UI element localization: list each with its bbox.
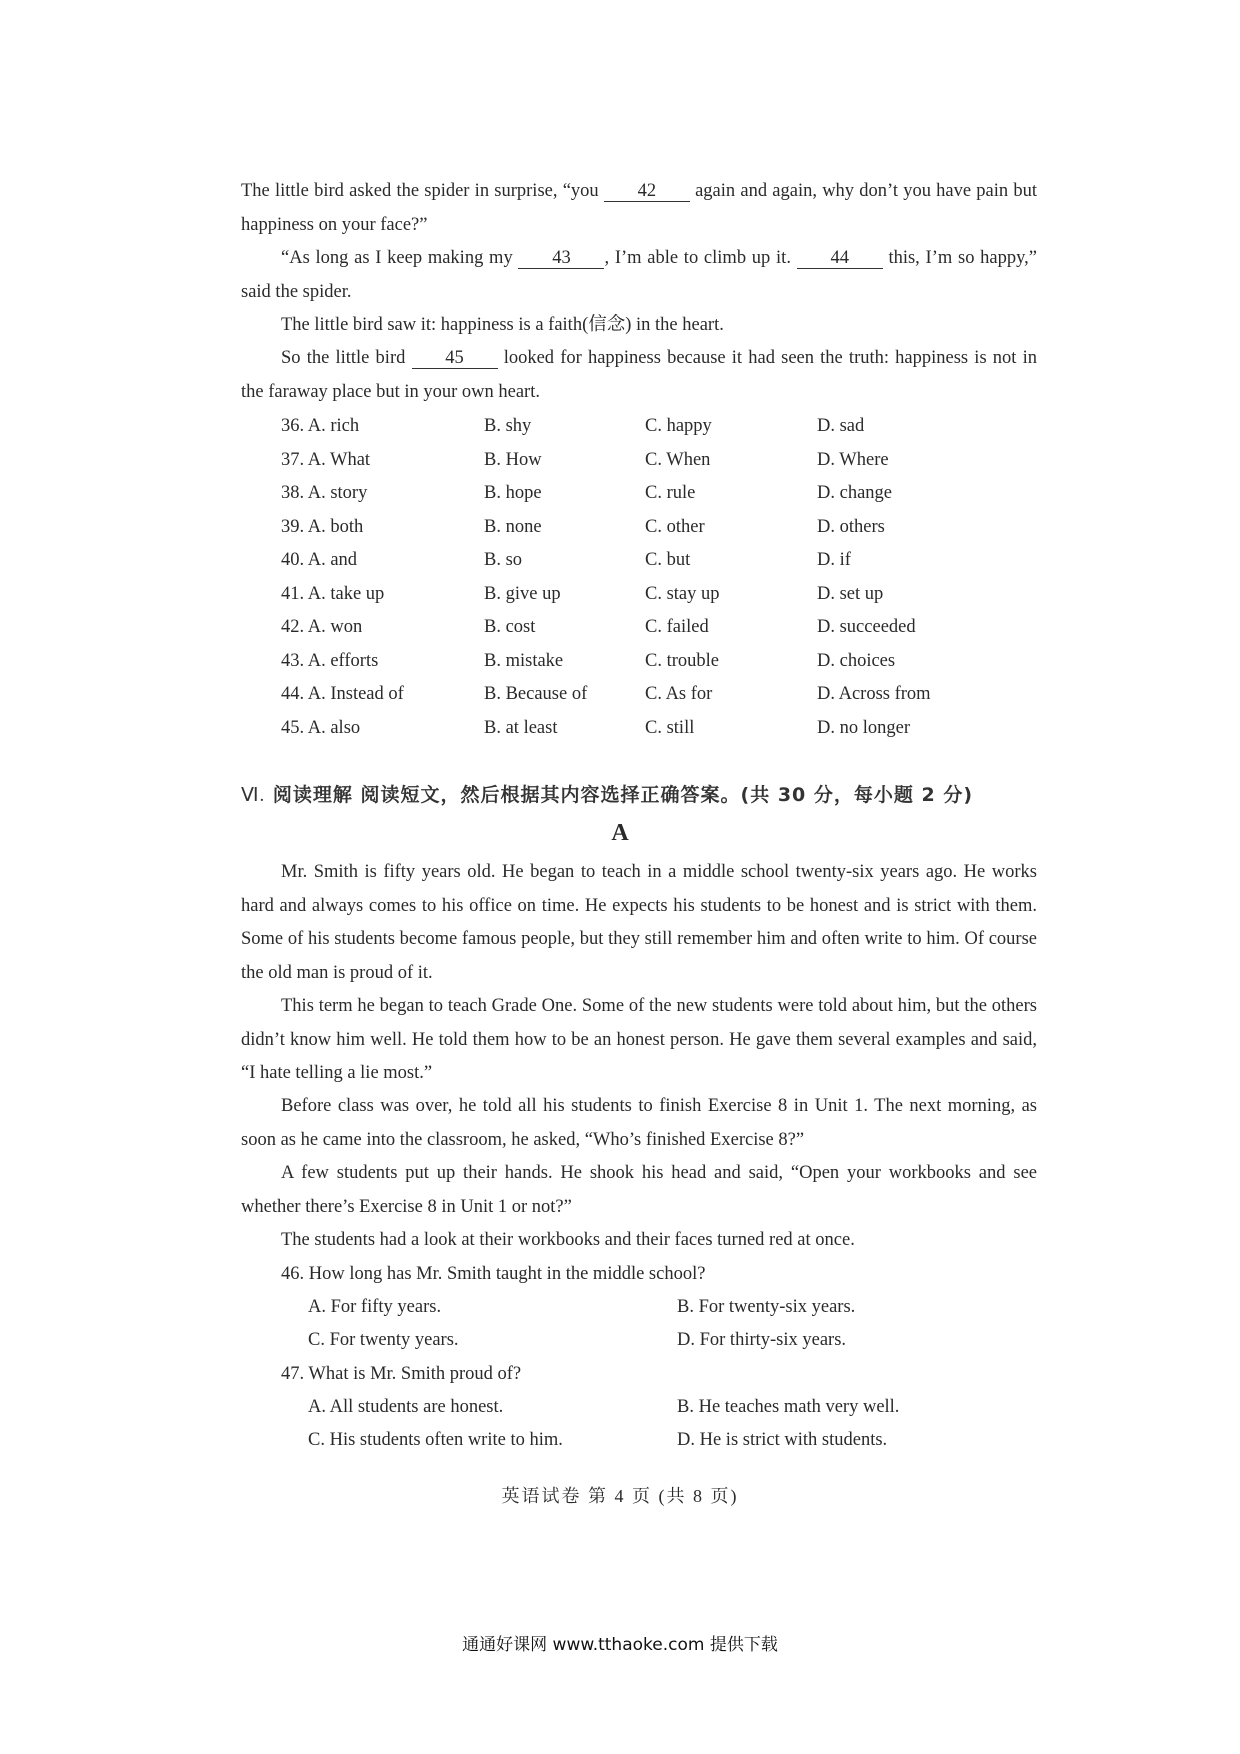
- cloze-options: [281, 410, 1041, 745]
- option-row-44: [281, 678, 1041, 712]
- option-b: B. Because of: [484, 684, 588, 704]
- cloze-paragraph-1: [241, 175, 1037, 242]
- option-d: D. others: [817, 516, 885, 537]
- option-a: 45. A. also: [281, 717, 361, 738]
- question-47-stem: 47. What is Mr. Smith proud of?: [281, 1364, 522, 1384]
- option-b: B. none: [484, 516, 542, 537]
- question-47-option-b: B. He teaches math very well.: [677, 1397, 900, 1417]
- answer-blank-45: 45: [412, 348, 498, 369]
- option-c: C. rule: [645, 483, 696, 503]
- passage-title: A: [611, 820, 629, 846]
- section-number: Ⅵ.: [241, 785, 266, 806]
- option-a: 38. A. story: [281, 483, 368, 503]
- question-46-stem: 46. How long has Mr. Smith taught in the middle school?: [281, 1264, 706, 1284]
- option-row-37: [281, 444, 1041, 478]
- option-a: 41. A. take up: [281, 583, 385, 604]
- option-row-41: [281, 578, 1041, 612]
- passage-paragraph-2: This term he began to teach Grade One. Some of the new students were told about him, but the others didn’t know him well. He told them how to be an honest person. He gave them several examples and said, “I hate telling a lie most.”: [241, 996, 1037, 1083]
- section-heading: [241, 780, 973, 807]
- question-46-option-b: B. For twenty-six years.: [677, 1297, 856, 1317]
- option-c: C. other: [645, 516, 705, 537]
- option-c: C. trouble: [645, 650, 719, 671]
- text: , I’m able to climb up it.: [604, 248, 791, 268]
- passage-paragraph-3: Before class was over, he told all his students to finish Exercise 8 in Unit 1. The next morning, as soon as he came into the classroom, he asked, “Who’s finished Exercise 8?”: [241, 1096, 1037, 1150]
- option-c: C. but: [645, 550, 691, 570]
- question-46-option-d: D. For thirty-six years.: [677, 1330, 847, 1350]
- option-d: D. Across from: [817, 684, 931, 704]
- text: “As long as I keep making my: [281, 248, 513, 268]
- option-a: 40. A. and: [281, 550, 358, 570]
- option-b: B. at least: [484, 717, 558, 738]
- option-row-42: [281, 611, 1041, 645]
- text: So the little bird: [281, 348, 406, 368]
- option-c: C. When: [645, 449, 711, 470]
- answer-blank-42: 42: [604, 181, 690, 202]
- option-a: 42. A. won: [281, 617, 363, 637]
- option-d: D. set up: [817, 583, 884, 604]
- option-b: B. shy: [484, 416, 532, 436]
- option-d: D. sad: [817, 416, 865, 436]
- option-b: B. give up: [484, 583, 561, 604]
- option-d: D. if: [817, 550, 851, 570]
- answer-blank-44: 44: [797, 248, 883, 269]
- question-47-option-a: A. All students are honest.: [308, 1397, 504, 1417]
- text: The little bird asked the spider in surprise, “you: [241, 181, 599, 201]
- option-c: C. stay up: [645, 583, 720, 604]
- option-c: C. happy: [645, 416, 712, 436]
- option-d: D. choices: [817, 650, 896, 671]
- option-b: B. so: [484, 550, 523, 570]
- download-source: 通通好课网 www.tthaoke.com 提供下载: [462, 1635, 778, 1655]
- cloze-paragraph-3: The little bird saw it: happiness is a faith(信念) in the heart.: [281, 315, 724, 335]
- option-c: C. As for: [645, 684, 713, 704]
- option-row-45: [281, 712, 1041, 746]
- option-b: B. cost: [484, 617, 536, 637]
- cloze-paragraph-4: [241, 342, 1037, 409]
- question-46-option-c: C. For twenty years.: [308, 1330, 459, 1350]
- option-a: 37. A. What: [281, 449, 371, 470]
- option-d: D. succeeded: [817, 617, 916, 637]
- option-row-39: [281, 511, 1041, 545]
- option-row-38: [281, 477, 1041, 511]
- passage-paragraph-4: A few students put up their hands. He shook his head and said, “Open your workbooks and see whether there’s Exercise 8 in Unit 1 or not?”: [241, 1163, 1037, 1217]
- text: this, I’m so happy,” said the spider.: [241, 248, 1038, 302]
- question-47-option-c: C. His students often write to him.: [308, 1430, 563, 1450]
- option-a: 44. A. Instead of: [281, 684, 404, 704]
- option-a: 39. A. both: [281, 516, 364, 537]
- option-d: D. no longer: [817, 717, 910, 738]
- text: looked for happiness because it had seen the truth: happiness is not in the faraway place but in your own heart.: [241, 348, 1038, 402]
- option-row-40: [281, 544, 1041, 578]
- option-row-36: [281, 410, 1041, 444]
- option-b: B. How: [484, 449, 542, 470]
- option-row-43: [281, 645, 1041, 679]
- option-b: B. mistake: [484, 650, 564, 671]
- answer-blank-43: 43: [518, 248, 604, 269]
- option-d: D. change: [817, 483, 892, 503]
- question-46-option-a: A. For fifty years.: [308, 1297, 442, 1317]
- option-a: 43. A. efforts: [281, 650, 379, 671]
- cloze-paragraph-2: [241, 242, 1037, 309]
- text: again and again, why don’t you have pain but happiness on your face?”: [241, 181, 1037, 235]
- option-c: C. failed: [645, 617, 709, 637]
- page-number: 英语试卷 第 4 页 (共 8 页): [501, 1486, 739, 1506]
- passage-paragraph-1: Mr. Smith is fifty years old. He began to teach in a middle school twenty-six years ago. He works hard and always comes to his office on time. He expects his students to be honest and is strict with them. Some of his students become famous people, but they still remember him and often write to him. Of course the old man is proud of it.: [241, 862, 1037, 983]
- option-d: D. Where: [817, 449, 889, 470]
- option-c: C. still: [645, 717, 695, 738]
- passage-paragraph-5: The students had a look at their workbooks and their faces turned red at once.: [281, 1230, 855, 1250]
- question-47-option-d: D. He is strict with students.: [677, 1430, 888, 1450]
- option-a: 36. A. rich: [281, 416, 360, 436]
- section-title: 阅读理解 阅读短文，然后根据其内容选择正确答案。(共 30 分，每小题 2 分): [272, 784, 974, 806]
- option-b: B. hope: [484, 483, 542, 503]
